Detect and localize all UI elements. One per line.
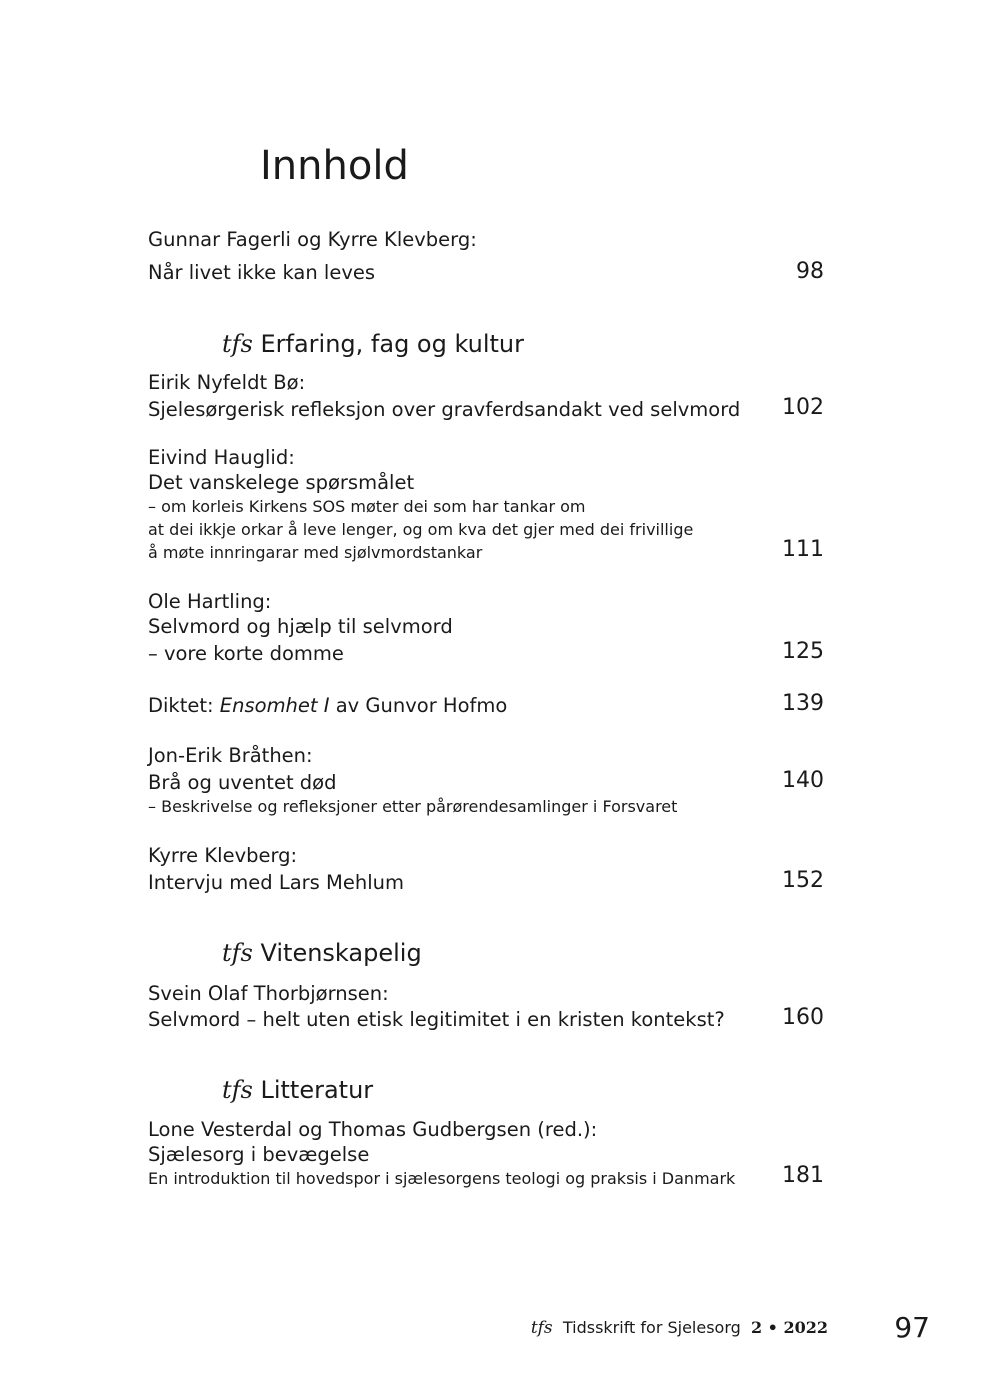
entry-title: Selvmord – helt uten etisk legitimitet i en kristen kontekst? (148, 1008, 725, 1031)
entry-title (148, 693, 507, 719)
page-number: 97 (894, 1311, 930, 1344)
entry-subtitle: å møte innringarar med sjølvmordstankar (148, 543, 483, 562)
entry-page: 160 (782, 1005, 824, 1030)
entry-author: Eivind Hauglid: (148, 446, 295, 469)
entry-title: – vore korte domme (148, 642, 344, 665)
entry-page: 139 (782, 691, 824, 716)
section-name: Vitenskapelig (260, 939, 422, 967)
poem-title: Ensomhet I (219, 694, 330, 717)
page-title: Innhold (260, 143, 409, 189)
entry-title: Det vanskelege spørsmålet (148, 471, 415, 494)
tfs-mark: tfs (530, 1318, 553, 1338)
entry-title: Sjælesorg i bevægelse (148, 1143, 370, 1166)
entry-title: Sjelesørgerisk refleksjon over gravferdsandakt ved selvmord (148, 398, 741, 421)
tfs-mark: tfs (222, 1076, 253, 1104)
entry-title: Intervju med Lars Mehlum (148, 871, 404, 894)
entry-page: 102 (782, 395, 824, 420)
section-name: Litteratur (260, 1076, 374, 1104)
running-footer (531, 1317, 828, 1339)
section-heading (222, 328, 524, 360)
entry-page: 140 (782, 768, 824, 793)
entry-author: Ole Hartling: (148, 590, 272, 613)
entry-suffix: av Gunvor Hofmo (329, 694, 508, 717)
entry-author: Lone Vesterdal og Thomas Gudbergsen (red.): (148, 1118, 598, 1141)
issue-number: 2 • 2022 (750, 1318, 828, 1337)
entry-title: Når livet ikke kan leves (148, 261, 376, 284)
entry-author: Svein Olaf Thorbjørnsen: (148, 982, 389, 1005)
entry-author: Jon-Erik Bråthen: (148, 744, 313, 767)
section-name: Erfaring, fag og kultur (260, 330, 525, 358)
entry-title: Brå og uventet død (148, 771, 337, 794)
entry-page: 125 (782, 639, 824, 664)
section-heading (222, 937, 422, 969)
entry-author: Kyrre Klevberg: (148, 844, 298, 867)
journal-name: Tidsskrift for Sjelesorg (562, 1318, 741, 1337)
entry-author: Gunnar Fagerli og Kyrre Klevberg: (148, 228, 477, 251)
tfs-mark: tfs (222, 330, 253, 358)
entry-subtitle: at dei ikkje orkar å leve lenger, og om kva det gjer med dei frivillige (148, 520, 694, 539)
entry-author: Eirik Nyfeldt Bø: (148, 371, 306, 394)
entry-subtitle: – om korleis Kirkens SOS møter dei som har tankar om (148, 497, 586, 516)
tfs-mark: tfs (222, 939, 253, 967)
entry-page: 181 (782, 1163, 824, 1188)
section-heading (222, 1074, 373, 1106)
entry-page: 98 (796, 259, 824, 284)
entry-subtitle: – Beskrivelse og refleksjoner etter pårørendesamlinger i Forsvaret (148, 797, 678, 816)
entry-page: 152 (782, 868, 824, 893)
entry-subtitle: En introduktion til hovedspor i sjælesorgens teologi og praksis i Danmark (148, 1169, 736, 1188)
entry-prefix: Diktet: (148, 694, 220, 717)
entry-page: 111 (782, 537, 824, 562)
entry-title: Selvmord og hjælp til selvmord (148, 615, 453, 638)
